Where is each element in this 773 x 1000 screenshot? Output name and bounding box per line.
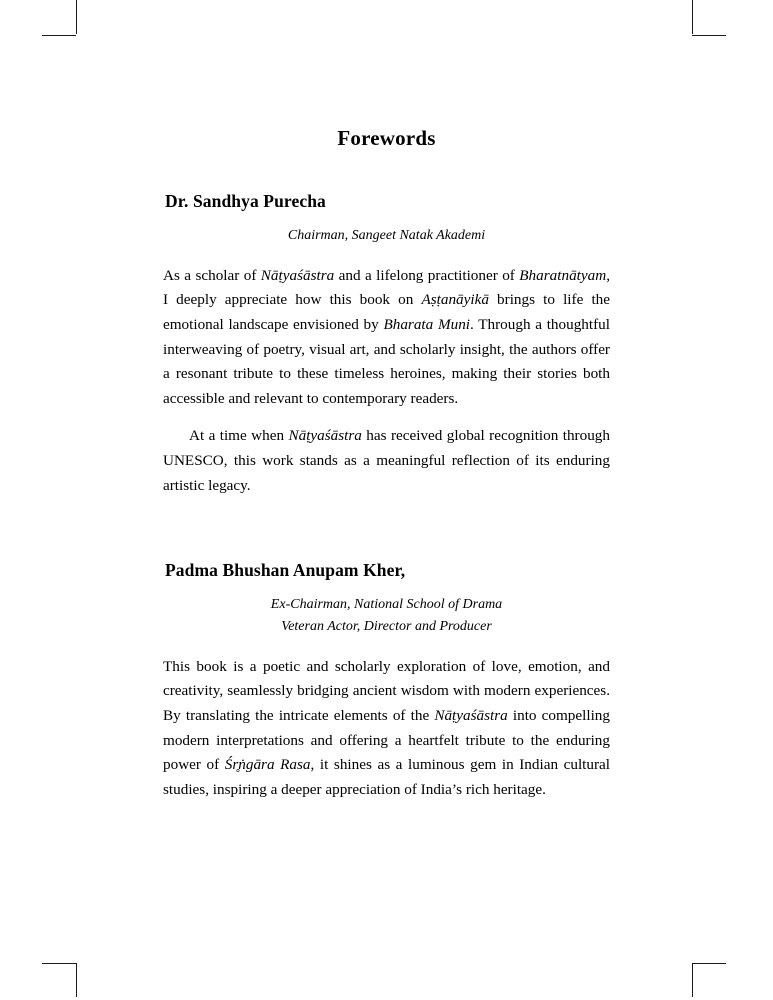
italic-term: Aṣṭanāyikā bbox=[421, 291, 489, 309]
crop-mark-bottom-right bbox=[692, 963, 693, 997]
text-run: As a scholar of bbox=[163, 266, 261, 284]
italic-term: Bharatnātyam bbox=[519, 266, 607, 284]
text-run: . Through a thoughtful interweaving of poetry, visual art, and scholarly insight, the authors offer a resonant tribute to these timeless heroines, making their stories both accessible and relevant to contemporary readers. bbox=[163, 315, 610, 407]
text-run: has received global recognition through UNESCO, this work stands as a meaningful reflection of its enduring artistic legacy. bbox=[163, 427, 610, 494]
text-run: brings to life the emotional landscape envisioned by bbox=[163, 291, 611, 333]
text-run: , it shines as a luminous gem in Indian cultural studies, inspiring a deeper appreciation of India’s rich heritage. bbox=[163, 756, 610, 798]
section-spacer bbox=[163, 504, 610, 560]
foreword-paragraph bbox=[163, 424, 610, 498]
crop-mark-right-bottom bbox=[692, 963, 726, 964]
italic-term: Bharata Muni bbox=[383, 315, 471, 333]
text-run: This book is a poetic and scholarly exploration of love, emotion, and creativity, seamlessly bridging ancient wisdom with modern experiences. By translating the intricate elements of the bbox=[163, 657, 610, 724]
foreword-author-name: Padma Bhushan Anupam Kher, bbox=[165, 560, 406, 581]
crop-mark-right-top bbox=[692, 35, 726, 36]
crop-mark-top-right bbox=[692, 0, 693, 34]
foreword-author-role: Ex-Chairman, National School of Drama bbox=[270, 597, 503, 613]
text-run: and a lifelong practitioner of bbox=[334, 266, 520, 284]
foreword-author-name: Dr. Sandhya Purecha bbox=[165, 191, 326, 211]
page-title: Forewords bbox=[337, 126, 436, 150]
foreword-section bbox=[163, 560, 610, 802]
italic-term: Nāṭyaśāstra bbox=[434, 706, 508, 724]
foreword-paragraph bbox=[163, 264, 610, 412]
italic-term: Nāṭyaśāstra bbox=[288, 427, 362, 445]
foreword-paragraph bbox=[163, 655, 610, 803]
foreword-author-role: Chairman, Sangeet Natak Akademi bbox=[287, 228, 486, 243]
crop-mark-bottom-left bbox=[76, 963, 77, 997]
crop-mark-left-top bbox=[42, 35, 76, 36]
text-run: , I deeply appreciate how this book on bbox=[163, 266, 610, 309]
italic-term: Nāṭyaśāstra bbox=[260, 266, 335, 284]
crop-mark-top-left bbox=[76, 0, 77, 34]
text-run: into compelling modern interpretations and offering a heartfelt tribute to the enduring power of bbox=[163, 706, 610, 774]
forewords-list bbox=[163, 191, 610, 802]
crop-mark-left-bottom bbox=[42, 963, 76, 964]
text-run: At a time when bbox=[189, 427, 289, 445]
foreword-section bbox=[163, 191, 610, 498]
foreword-author-role: Veteran Actor, Director and Producer bbox=[281, 619, 492, 634]
italic-term: Śr̥ṅgāra Rasa bbox=[224, 756, 311, 774]
page-content bbox=[163, 126, 610, 808]
